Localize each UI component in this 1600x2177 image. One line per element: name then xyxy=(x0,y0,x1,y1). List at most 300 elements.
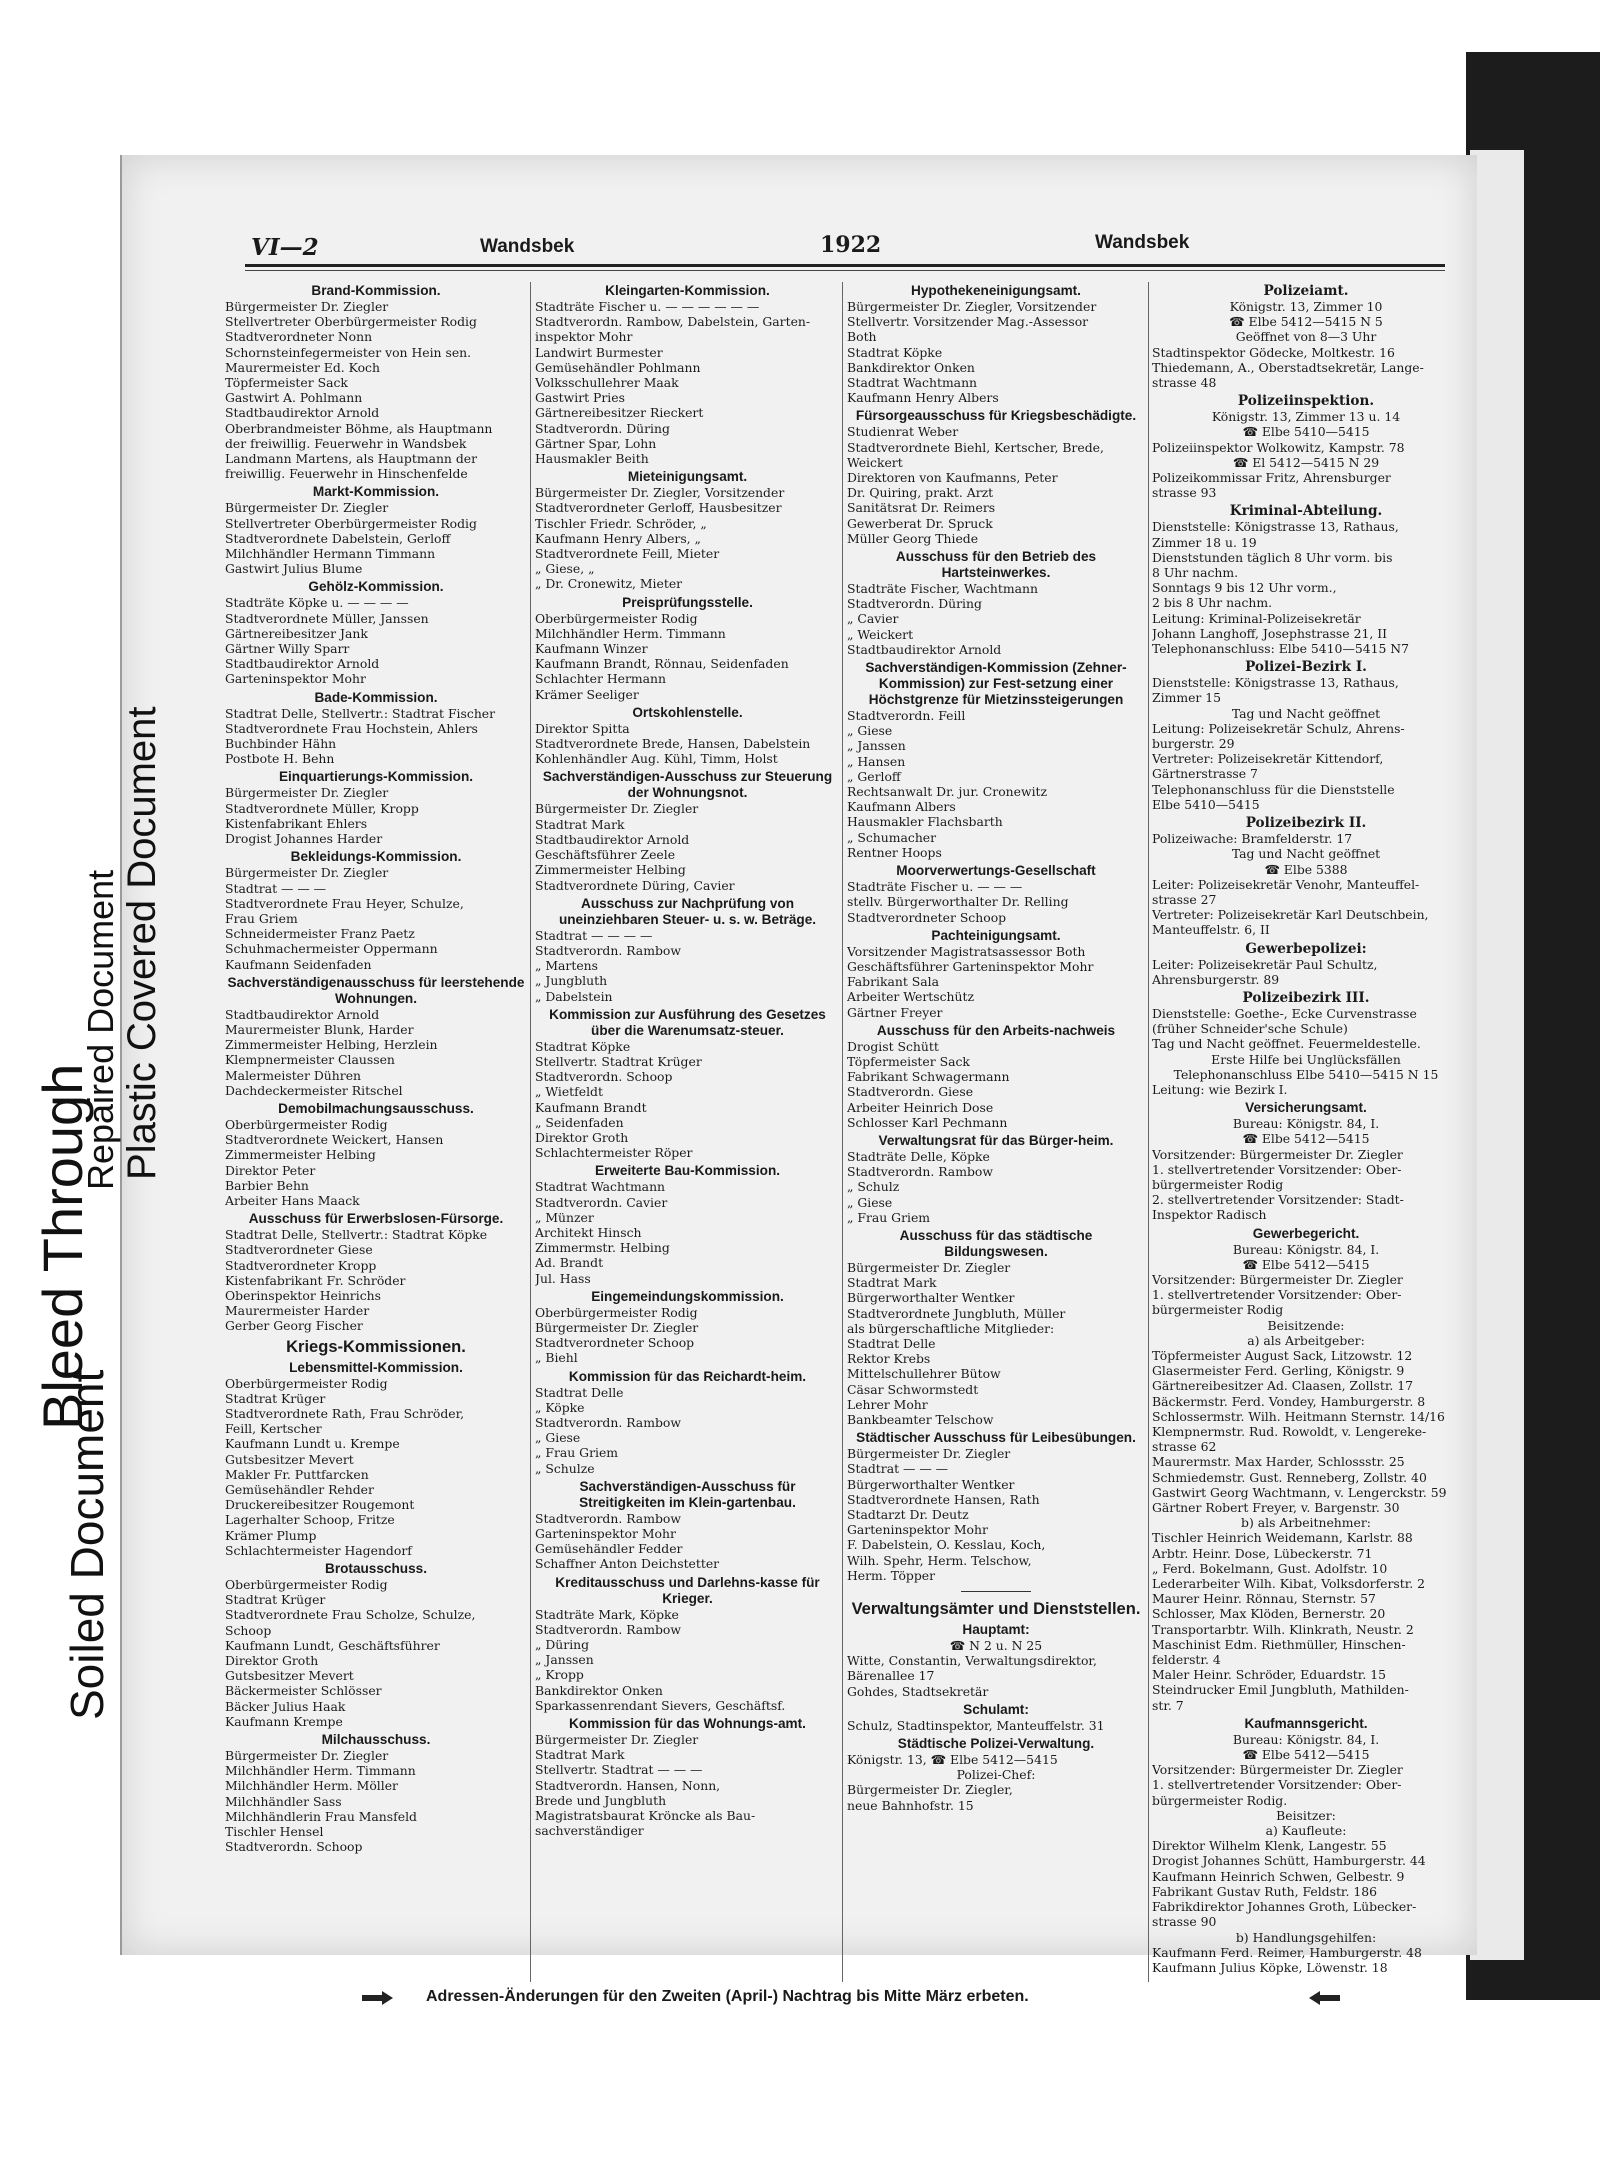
section-heading: Kleingarten-Kommission. xyxy=(605,283,770,298)
entry-line: Buchbinder Hähn xyxy=(225,736,337,752)
entry-line: Stadtverordneter Gerloff, Hausbesitzer xyxy=(535,500,782,516)
entry-line: Milchhändler Herm. Timmann xyxy=(225,1763,416,1779)
entry-line: ☎ Elbe 5412—5415 xyxy=(1242,1131,1370,1147)
entry-line: „ Münzer xyxy=(535,1209,594,1225)
entry-line: Vertreter: Polizeisekretär Karl Deutschbein, xyxy=(1152,907,1429,923)
entry-line: inspektor Mohr xyxy=(535,329,633,345)
entry-line: „ Gerloff xyxy=(847,768,901,784)
entry-line: strasse 90 xyxy=(1152,1914,1217,1930)
entry-line: Krämer Seeliger xyxy=(535,686,639,702)
entry-line: Bürgermeister Dr. Ziegler xyxy=(225,785,389,801)
entry-line: Schulz, Stadtinspektor, Manteuffelstr. 31 xyxy=(847,1717,1105,1733)
section-heading: Bekleidungs-Kommission. xyxy=(290,849,462,865)
entry-line: Schoop xyxy=(225,1622,272,1638)
entry-line: Stadtverordnete Weickert, Hansen xyxy=(225,1132,444,1148)
entry-line: „ Dr. Cronewitz, Mieter xyxy=(535,576,683,592)
entry-line: „ Köpke xyxy=(535,1399,585,1415)
entry-line: „ Schulze xyxy=(535,1460,595,1476)
section-heading: Eingemeindungskommission. xyxy=(591,1288,784,1304)
entry-line: Vorsitzender: Bürgermeister Dr. Ziegler xyxy=(1152,1762,1403,1778)
entry-line: Krämer Plump xyxy=(225,1527,317,1543)
entry-line: Leitung: wie Bezirk I. xyxy=(1152,1081,1288,1097)
entry-line: Fabrikant Schwagermann xyxy=(847,1069,1010,1085)
entry-line: Dienststelle: Goethe-, Ecke Curvenstrasse xyxy=(1152,1005,1417,1021)
entry-line: Maurermeister Harder xyxy=(225,1303,370,1319)
entry-line: Dr. Quiring, prakt. Arzt xyxy=(847,485,994,501)
entry-line: Stadtverordneter Kropp xyxy=(225,1257,377,1273)
entry-line: Gastwirt Julius Blume xyxy=(225,561,363,577)
entry-line: strasse 27 xyxy=(1152,891,1217,907)
entry-line: 1. stellvertretender Vorsitzender: Ober- xyxy=(1152,1161,1402,1177)
entry-line: Stadtverordn. Rambow xyxy=(535,1621,681,1637)
section-heading: Ortskohlenstelle. xyxy=(632,704,743,720)
entry-line: Stadtverordn. Schoop xyxy=(225,1839,363,1855)
entry-line: Makler Fr. Puttfarcken xyxy=(225,1466,369,1482)
entry-line: Erste Hilfe bei Unglücksfällen xyxy=(1211,1051,1401,1067)
entry-line: Gohdes, Stadtsekretär xyxy=(847,1683,989,1699)
entry-line: Stellvertreter Oberbürgermeister Rodig xyxy=(225,515,477,531)
entry-line: Stadtrat Wachtmann xyxy=(535,1179,666,1195)
entry-line: Töpfermeister Sack xyxy=(225,375,348,391)
entry-line: Stadtrat Delle xyxy=(535,1384,624,1400)
entry-line: 2. stellvertretender Vorsitzender: Stadt- xyxy=(1152,1192,1404,1208)
entry-line: Stadtverordn. Cavier xyxy=(535,1194,668,1210)
entry-line: Beisitzer: xyxy=(1276,1807,1336,1823)
header-city-right: Wandsbek xyxy=(1095,232,1190,253)
entry-line: Telephonanschluss: Elbe 5410—5415 N7 xyxy=(1152,641,1410,657)
entry-line: Stadtverordn. Feill xyxy=(847,708,966,724)
section-heading: Gewerbepolizei: xyxy=(1245,940,1367,957)
section-heading: Preisprüfungsstelle. xyxy=(622,594,753,610)
entry-line: Stadtverordn. Rambow xyxy=(535,942,681,958)
entry-line: Tag und Nacht geöffnet xyxy=(1231,846,1381,862)
entry-line: Sanitätsrat Dr. Reimers xyxy=(847,500,996,516)
entry-line: Kaufmann Brandt xyxy=(535,1099,647,1115)
entry-line: Gärtner Willy Sparr xyxy=(225,641,350,657)
page-header xyxy=(245,230,1450,264)
entry-line: Schuhmachermeister Oppermann xyxy=(225,941,438,957)
entry-line: Leiter: Polizeisekretär Venohr, Manteuffel- xyxy=(1152,876,1420,892)
entry-line: Stadtverordnete Frau Heyer, Schulze, xyxy=(225,895,464,911)
entry-line: Volksschullehrer Maak xyxy=(535,375,679,391)
entry-line: Drogist Schütt xyxy=(847,1038,939,1054)
entry-line: Schneidermeister Franz Paetz xyxy=(225,926,415,942)
entry-line: Schlosser Karl Pechmann xyxy=(847,1114,1008,1130)
entry-line: Stadtrat Köpke xyxy=(847,344,943,360)
entry-line: „ Martens xyxy=(535,958,599,974)
entry-line: Bureau: Königstr. 84, I. xyxy=(1232,1731,1380,1747)
entry-line: Stadtverordn. Düring xyxy=(847,596,982,612)
entry-line: ☎ Elbe 5412—5415 xyxy=(1242,1256,1370,1272)
section-heading: Brand-Kommission. xyxy=(311,283,441,298)
entry-line: Stadtverordneter Nonn xyxy=(225,329,373,345)
condition-labels xyxy=(0,300,164,1720)
column-divider xyxy=(530,282,531,1982)
entry-line: Weickert xyxy=(847,454,903,470)
entry-line: Maurermstr. Max Harder, Schlossstr. 25 xyxy=(1152,1454,1405,1470)
entry-line: Direktor Peter xyxy=(225,1162,316,1178)
entry-line: Arbeiter Hans Maack xyxy=(225,1192,360,1208)
entry-line: Stadtrat Delle, Stellvertr.: Stadtrat Köpke xyxy=(225,1227,488,1243)
entry-line: Schornsteinfegermeister von Hein sen. xyxy=(225,344,472,360)
entry-line: Stadtverordnete Müller, Kropp xyxy=(225,800,419,816)
entry-line: F. Dabelstein, O. Kesslau, Koch, xyxy=(847,1537,1046,1553)
entry-line: Oberbürgermeister Rodig xyxy=(225,1577,388,1593)
entry-line: Lagerhalter Schoop, Fritze xyxy=(225,1512,395,1528)
entry-line: Herm. Töpper xyxy=(847,1567,936,1583)
entry-line: Töpfermeister Sack xyxy=(847,1053,970,1069)
entry-line: Vorsitzender: Bürgermeister Dr. Ziegler xyxy=(1152,1271,1403,1287)
entry-line: Kaufmann Ferd. Reimer, Hamburgerstr. 48 xyxy=(1152,1944,1422,1960)
entry-line: Maler Heinr. Schröder, Eduardstr. 15 xyxy=(1152,1667,1386,1683)
entry-line: Gastwirt A. Pohlmann xyxy=(225,390,363,406)
entry-line: Klempnermstr. Rud. Rowoldt, v. Lengereke- xyxy=(1152,1424,1427,1439)
entry-line: Kaufmann Lundt u. Krempe xyxy=(225,1436,400,1452)
entry-line: Bureau: Königstr. 84, I. xyxy=(1232,1241,1380,1257)
entry-line: Kaufmann Albers xyxy=(847,799,956,815)
entry-line: Tag und Nacht geöffnet. Feuermeldestelle. xyxy=(1152,1036,1421,1052)
column-3 xyxy=(847,280,1145,1985)
footer-notice xyxy=(360,1988,1360,2014)
entry-line: Wilh. Spehr, Herm. Telschow, xyxy=(847,1552,1032,1568)
entry-line: Stadtarzt Dr. Deutz xyxy=(847,1507,969,1522)
section-heading: Ausschuss für Erwerbslosen-Fürsorge. xyxy=(248,1211,504,1227)
entry-line: Vorsitzender: Bürgermeister Dr. Ziegler xyxy=(1152,1146,1403,1162)
section-heading: Demobilmachungsausschuss. xyxy=(278,1100,474,1116)
entry-line: Kaufmann Henry Albers, „ xyxy=(535,530,701,546)
page-number: VI—2 xyxy=(251,234,319,261)
entry-line: Stadtverordneter Giese xyxy=(225,1242,373,1258)
entry-line: Bäckermeister Schlösser xyxy=(225,1683,382,1699)
entry-line: Studienrat Weber xyxy=(847,424,959,440)
entry-line: „ Cavier xyxy=(847,611,899,627)
entry-line: Gärtner Freyer xyxy=(847,1004,943,1020)
entry-line: Königstr. 13, Zimmer 10 xyxy=(1229,299,1383,314)
entry-line: Zimmermeister Helbing xyxy=(225,1147,376,1163)
entry-line: Gärtnerstrasse 7 xyxy=(1152,766,1258,782)
entry-line: Klempnermeister Claussen xyxy=(225,1052,395,1068)
entry-line: Tischler Hensel xyxy=(225,1824,324,1840)
entry-line: Stadtinspektor Gödecke, Moltkestr. 16 xyxy=(1152,344,1395,360)
entry-line: Stadtverordn. Rambow xyxy=(847,1164,993,1180)
entry-line: „ Janssen xyxy=(535,1652,594,1668)
entry-line: Königstr. 13, Zimmer 13 u. 14 xyxy=(1211,409,1401,425)
major-heading: Kriegs-Kommissionen. xyxy=(286,1337,466,1356)
entry-line: Bürgermeister Dr. Ziegler xyxy=(847,1446,1011,1462)
entry-line: Schlachter Hermann xyxy=(535,671,667,687)
entry-line: Kaufmann Heinrich Schwen, Gelbestr. 9 xyxy=(1152,1868,1405,1884)
entry-line: Tischler Heinrich Weidemann, Karlstr. 88 xyxy=(1152,1530,1413,1546)
section-heading: Hypothekeneinigungsamt. xyxy=(911,283,1081,298)
entry-line: 1. stellvertretender Vorsitzender: Ober- xyxy=(1152,1777,1402,1793)
entry-line: Manteuffelstr. 6, II xyxy=(1152,922,1270,938)
column-1 xyxy=(225,280,527,1985)
entry-line: „ Schumacher xyxy=(847,829,937,845)
entry-line: a) Kaufleute: xyxy=(1265,1823,1347,1839)
entry-line: Bürgerworthalter Wentker xyxy=(847,1476,1015,1492)
entry-line: Architekt Hinsch xyxy=(535,1224,642,1240)
entry-line: Landwirt Burmester xyxy=(535,344,663,360)
section-heading: Sachverständigen-Ausschuss für Streitigkeiten im Klein-gartenbau. xyxy=(579,1478,796,1510)
entry-line: Kistenfabrikant Ehlers xyxy=(225,815,368,831)
entry-line: str. 7 xyxy=(1152,1697,1184,1713)
section-heading: Polizeibezirk III. xyxy=(1242,989,1370,1006)
entry-line: Kistenfabrikant Fr. Schröder xyxy=(225,1272,406,1288)
entry-line: Garteninspektor Mohr xyxy=(535,1526,676,1541)
entry-line: Gewerberat Dr. Spruck xyxy=(847,515,993,531)
section-heading: Ausschuss für das städtische Bildungswesen. xyxy=(899,1227,1093,1259)
header-city-left: Wandsbek xyxy=(480,236,575,257)
entry-line: sachverständiger xyxy=(535,1823,644,1839)
entry-line: Postbote H. Behn xyxy=(225,751,335,767)
entry-line: Maurer Heinr. Rönnau, Sternstr. 57 xyxy=(1152,1591,1376,1607)
entry-line: Bürgermeister Dr. Ziegler xyxy=(225,299,389,314)
section-heading: Fürsorgeausschuss für Kriegsbeschädigte. xyxy=(855,408,1137,424)
entry-line: Bankdirektor Onken xyxy=(535,1682,663,1698)
entry-line: Cäsar Schwormstedt xyxy=(847,1381,979,1397)
entry-line: Gutsbesitzer Mevert xyxy=(225,1668,354,1684)
entry-line: „ Biehl xyxy=(535,1350,578,1366)
entry-line: Witte, Constantin, Verwaltungsdirektor, xyxy=(847,1653,1097,1669)
entry-line: Fabrikdirektor Johannes Groth, Lübecker- xyxy=(1152,1899,1417,1915)
entry-line: Sonntags 9 bis 12 Uhr vorm., xyxy=(1152,580,1337,596)
entry-line: Dienststelle: Königstrasse 13, Rathaus, xyxy=(1152,519,1399,535)
entry-line: Drogist Johannes Harder xyxy=(225,831,383,847)
entry-line: Stadtverordnete Rath, Frau Schröder, xyxy=(225,1405,465,1421)
entry-line: Bäcker Julius Haak xyxy=(225,1698,346,1714)
entry-line: Johann Langhoff, Josephstrasse 21, II xyxy=(1152,625,1387,641)
column-divider xyxy=(1148,282,1149,1982)
entry-line: stellv. Bürgerworthalter Dr. Relling xyxy=(847,894,1069,910)
entry-line: Elbe 5410—5415 xyxy=(1152,796,1260,812)
entry-line: Stadtverordnete Biehl, Kertscher, Brede, xyxy=(847,439,1104,455)
entry-line: Hausmakler Beith xyxy=(535,451,649,467)
entry-line: b) als Arbeitnehmer: xyxy=(1241,1515,1371,1531)
next-page-edge xyxy=(1470,150,1524,1960)
entry-line: Stadtrat Mark xyxy=(535,816,625,832)
entry-line: Leiter: Polizeisekretär Paul Schultz, xyxy=(1152,956,1378,972)
entry-line: Kaufmann Krempe xyxy=(225,1713,343,1729)
entry-line: Milchhändlerin Frau Mansfeld xyxy=(225,1808,417,1824)
entry-line: Barbier Behn xyxy=(225,1177,309,1193)
entry-line: Leitung: Kriminal-Polizeisekretär xyxy=(1152,610,1361,626)
entry-line: Stadtrat Mark xyxy=(847,1275,937,1291)
entry-line: Schmiedemstr. Gust. Renneberg, Zollstr. 40 xyxy=(1152,1469,1427,1485)
entry-line: Gastwirt Pries xyxy=(535,390,625,406)
section-heading: Lebensmittel-Kommission. xyxy=(289,1359,463,1375)
entry-line: Thiedemann, A., Oberstadtsekretär, Lange- xyxy=(1152,359,1424,375)
entry-line: Mittelschullehrer Bütow xyxy=(847,1366,1001,1382)
section-heading: Ausschuss zur Nachprüfung von uneinziehbaren Steuer- u. s. w. Beträge. xyxy=(558,895,817,927)
entry-line: Transportarbtr. Wilh. Klinkrath, Neustr. 2 xyxy=(1152,1621,1414,1637)
section-divider xyxy=(961,1591,1031,1592)
section-heading: Hauptamt: xyxy=(962,1622,1030,1638)
entry-line: Stadträte Mark, Köpke xyxy=(535,1606,679,1622)
entry-line: Stellvertr. Stadtrat Krüger xyxy=(535,1053,702,1069)
entry-line: „ Jungbluth xyxy=(535,973,608,989)
entry-line: „ Düring xyxy=(535,1637,590,1653)
entry-line: „ Giese xyxy=(847,1194,893,1210)
entry-line: Stadtverordnete Feill, Mieter xyxy=(535,546,720,562)
entry-line: Kaufmann Julius Köpke, Löwenstr. 18 xyxy=(1152,1959,1388,1975)
section-heading: Kommission für das Reichardt-heim. xyxy=(568,1368,807,1384)
entry-line: „ Kropp xyxy=(535,1667,584,1683)
entry-line: Zimmermstr. Helbing xyxy=(535,1240,670,1256)
section-heading: Polizei-Bezirk I. xyxy=(1245,659,1367,676)
entry-line: Stellvertr. Stadtrat — — — xyxy=(535,1762,703,1778)
entry-line: Telephonanschluss für die Dienststelle xyxy=(1152,781,1395,797)
entry-line: Oberbürgermeister Rodig xyxy=(225,1375,388,1391)
entry-line: Stadtrat Köpke xyxy=(535,1038,631,1054)
entry-line: Stadtrat — — — xyxy=(225,880,327,896)
entry-line: Milchhändler Herm. Timmann xyxy=(535,625,726,641)
entry-line: „ Ferd. Bokelmann, Gust. Adolfstr. 10 xyxy=(1152,1560,1388,1576)
entry-line: Lederarbeiter Wilh. Kibat, Volksdorferstr. 2 xyxy=(1152,1576,1426,1592)
entry-line: Schlachtermeister Röper xyxy=(535,1145,693,1161)
label-bleed-through: Bleed Through xyxy=(31,1063,94,1430)
label-plastic-covered-document: Plastic Covered Document xyxy=(120,706,164,1180)
entry-line: burgerstr. 29 xyxy=(1152,736,1235,752)
entry-line: Bürgermeister Dr. Ziegler, Vorsitzender xyxy=(535,485,785,501)
pointing-hand-icon xyxy=(360,1990,394,2006)
entry-line: Oberbürgermeister Rodig xyxy=(535,1304,698,1320)
entry-line: Druckereibesitzer Rougemont xyxy=(225,1497,415,1513)
entry-line: Dienststelle: Königstrasse 13, Rathaus, xyxy=(1152,675,1399,691)
entry-line: Stadtverordn. Rambow, Dabelstein, Garten- xyxy=(535,314,811,330)
entry-line: Beisitzende: xyxy=(1267,1317,1345,1333)
entry-line: a) als Arbeitgeber: xyxy=(1247,1332,1365,1348)
section-heading: Städtische Polizei-Verwaltung. xyxy=(897,1736,1095,1752)
entry-line: Rechtsanwalt Dr. jur. Cronewitz xyxy=(847,784,1048,800)
entry-line: ☎ Elbe 5412—5415 xyxy=(1242,1747,1370,1763)
section-heading: Gehölz-Kommission. xyxy=(308,579,444,595)
entry-line: Stadtverordn. Rambow xyxy=(535,1414,681,1430)
pointing-hand-icon xyxy=(1308,1990,1342,2006)
section-heading: Markt-Kommission. xyxy=(312,484,440,500)
section-heading: Kommission zur Ausführung des Gesetzes über die Warenumsatz-steuer. xyxy=(549,1006,826,1038)
entry-line: Gastwirt Georg Wachtmann, v. Lengerckstr. 59 xyxy=(1152,1484,1447,1500)
entry-line: Landmann Martens, als Hauptmann der xyxy=(225,451,478,467)
major-heading: Verwaltungsämter und Dienststellen. xyxy=(851,1600,1141,1619)
entry-line: Gemüsehändler Pohlmann xyxy=(535,359,701,375)
section-heading: Verwaltungsrat für das Bürger-heim. xyxy=(878,1132,1114,1148)
section-heading: Kreditausschuss und Darlehns-kasse für Krieger. xyxy=(555,1574,820,1606)
entry-line: strasse 48 xyxy=(1152,375,1217,391)
section-heading: Polizeiinspektion. xyxy=(1237,393,1375,410)
entry-line: strasse 93 xyxy=(1152,485,1217,501)
section-heading: Erweiterte Bau-Kommission. xyxy=(594,1163,781,1179)
entry-line: Stadtverordnete Brede, Hansen, Dabelstein xyxy=(535,736,811,752)
entry-line: ☎ Elbe 5388 xyxy=(1264,861,1348,877)
entry-line: Stadträte Delle, Köpke xyxy=(847,1148,990,1164)
entry-line: Stadtrat Delle, Stellvertr.: Stadtrat Fischer xyxy=(225,705,496,721)
entry-line: Fabrikant Gustav Ruth, Feldstr. 186 xyxy=(1152,1883,1378,1899)
entry-line: Feill, Kertscher xyxy=(225,1421,322,1437)
entry-line: Vorsitzender Magistratsassessor Both xyxy=(847,943,1086,959)
entry-line: „ Dabelstein xyxy=(535,988,613,1004)
entry-line: Geöffnet von 8—3 Uhr xyxy=(1235,329,1377,345)
section-heading: Sachverständigenausschuss für leerstehende Wohnungen. xyxy=(227,974,525,1006)
entry-line: Stadtverordnete Dabelstein, Gerloff xyxy=(225,530,451,546)
entry-line: Bureau: Königstr. 84, I. xyxy=(1232,1116,1380,1132)
section-heading: Mieteinigungsamt. xyxy=(627,469,748,485)
entry-line: Stadtverordnete Müller, Janssen xyxy=(225,610,429,626)
label-soiled-document: Soiled Document xyxy=(61,1369,113,1720)
entry-line: Stadtverordnete Frau Scholze, Schulze, xyxy=(225,1607,476,1623)
label-repaired-document: Repaired Document xyxy=(80,869,121,1190)
entry-line: Oberbürgermeister Rodig xyxy=(535,610,698,626)
entry-line: Bürgermeister Dr. Ziegler xyxy=(225,500,389,516)
entry-line: Bürgermeister Dr. Ziegler xyxy=(225,1748,389,1764)
entry-line: bürgermeister Rodig xyxy=(1152,1176,1284,1192)
entry-line: Gärtner Spar, Lohn xyxy=(535,435,657,451)
entry-line: Gärtnereibesitzer Jank xyxy=(225,625,368,641)
entry-line: Milchhändler Sass xyxy=(225,1793,342,1809)
column-divider xyxy=(842,282,843,1982)
section-heading: Bade-Kommission. xyxy=(314,689,438,705)
entry-line: Stadtverordneter Schoop xyxy=(847,909,1007,925)
entry-line: Stellvertreter Oberbürgermeister Rodig xyxy=(225,314,477,330)
entry-line: Kaufmann Brandt, Rönnau, Seidenfaden xyxy=(535,656,789,672)
entry-line: Stadtverordnete Jungbluth, Müller xyxy=(847,1305,1066,1321)
entry-line: „ Giese xyxy=(535,1430,581,1446)
entry-line: Dachdeckermeister Ritschel xyxy=(225,1082,403,1098)
entry-line: Stadtverordnete Düring, Cavier xyxy=(535,877,735,893)
header-rule-thin xyxy=(245,270,1445,271)
section-heading: Polizeibezirk II. xyxy=(1245,815,1367,832)
entry-line: Stadtrat Krüger xyxy=(225,1592,326,1608)
entry-line: ☎ N 2 u. N 25 xyxy=(949,1638,1043,1654)
entry-line: Tischler Friedr. Schröder, „ xyxy=(535,515,707,531)
entry-line: Magistratsbaurat Kröncke als Bau- xyxy=(535,1808,756,1824)
entry-line: Direktor Spitta xyxy=(535,720,630,736)
entry-line: Bärenallee 17 xyxy=(847,1668,935,1684)
entry-line: Polizei-Chef: xyxy=(956,1767,1036,1783)
section-heading: Moorverwertungs-Gesellschaft xyxy=(896,863,1096,879)
entry-line: Bürgermeister Dr. Ziegler xyxy=(535,801,699,817)
header-year: 1922 xyxy=(820,232,882,258)
entry-line: Bürgermeister Dr. Ziegler, xyxy=(847,1782,1013,1798)
entry-line: Rentner Hoops xyxy=(847,844,942,860)
entry-line: Hausmakler Flachsbarth xyxy=(847,814,1003,830)
entry-line: Steindrucker Emil Jungbluth, Mathilden- xyxy=(1152,1682,1409,1698)
entry-line: bürgermeister Rodig xyxy=(1152,1302,1284,1318)
entry-line: Bürgermeister Dr. Ziegler xyxy=(535,1732,699,1748)
entry-line: Oberbrandmeister Böhme, als Hauptmann xyxy=(225,420,493,436)
section-heading: Ausschuss für den Betrieb des Hartsteinwerkes. xyxy=(895,549,1097,581)
entry-line: Fabrikant Sala xyxy=(847,974,939,990)
entry-line: „ Frau Griem xyxy=(535,1445,619,1461)
entry-line: Stadträte Köpke u. — — — — xyxy=(225,595,409,611)
entry-line: Bürgermeister Dr. Ziegler xyxy=(847,1259,1011,1275)
entry-line: Stadträte Fischer, Wachtmann xyxy=(847,581,1038,597)
entry-line: Maurermeister Blunk, Harder xyxy=(225,1021,414,1037)
entry-line: Malermeister Dühren xyxy=(225,1067,362,1083)
header-rule xyxy=(245,264,1445,267)
entry-line: „ Frau Griem xyxy=(847,1209,931,1225)
section-heading: Brotausschuss. xyxy=(325,1561,427,1577)
entry-line: bürgermeister Rodig. xyxy=(1152,1792,1288,1808)
entry-line: Stadtverordn. Düring xyxy=(535,420,670,436)
entry-line: Kaufmann Winzer xyxy=(535,641,648,657)
entry-line: Zimmer 18 u. 19 xyxy=(1152,534,1257,550)
entry-line: „ Giese xyxy=(847,723,893,739)
entry-line: felderstr. 4 xyxy=(1152,1652,1221,1668)
entry-line: Gärtnereibesitzer Ad. Claasen, Zollstr. 17 xyxy=(1152,1378,1414,1394)
section-heading: Ausschuss für den Arbeits-nachweis xyxy=(876,1022,1116,1038)
entry-line: „ Seidenfaden xyxy=(535,1114,624,1130)
entry-line: ☎ Elbe 5410—5415 xyxy=(1242,424,1370,440)
